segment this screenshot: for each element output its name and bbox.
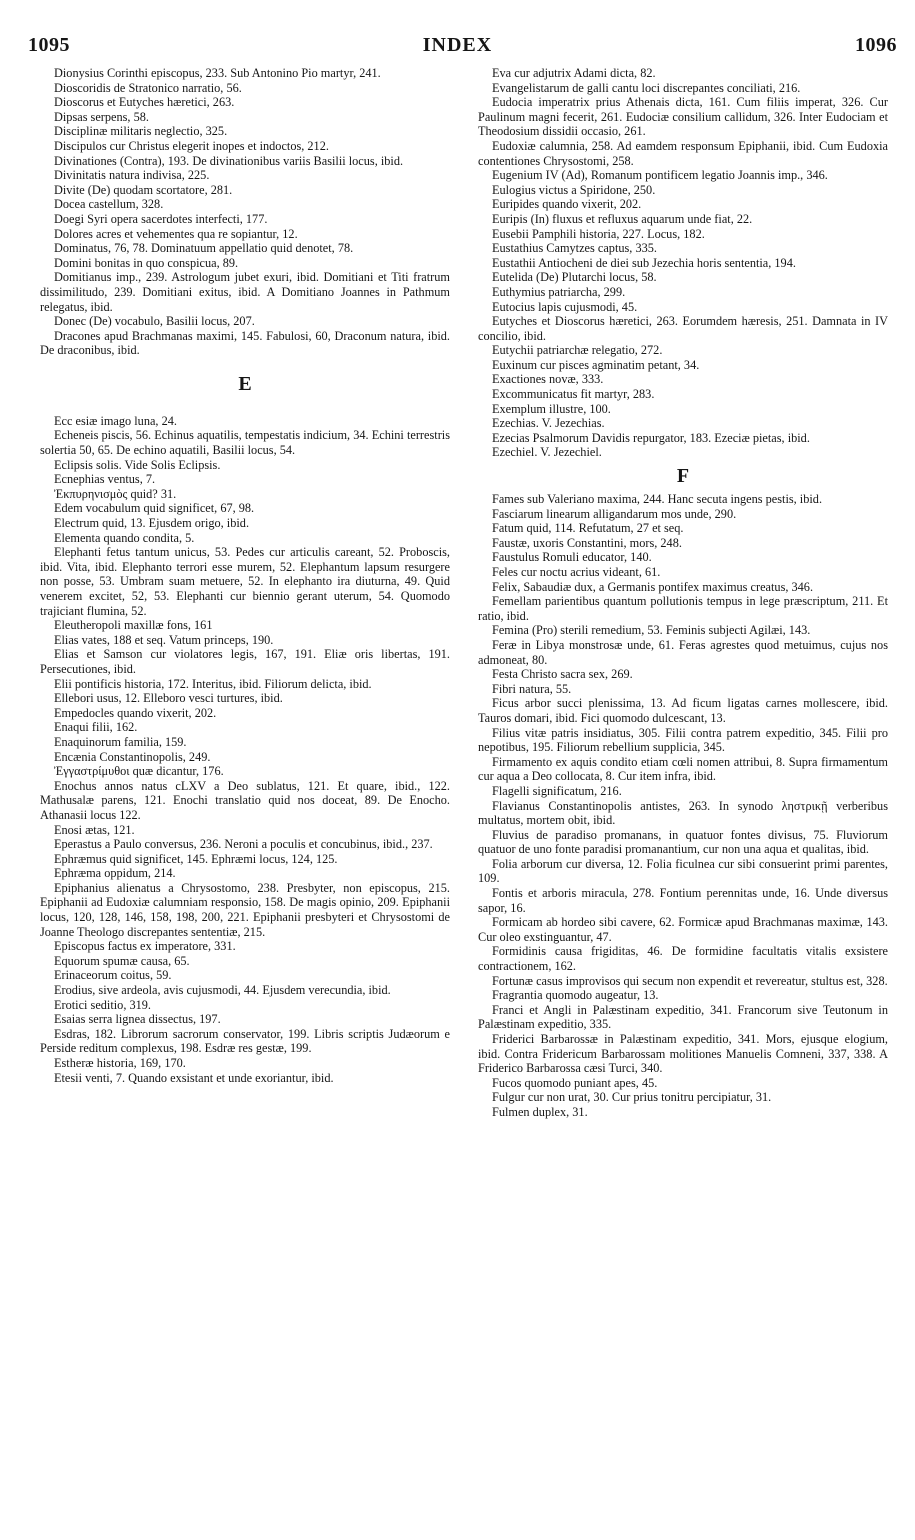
index-entry: Esaias serra lignea dissectus, 197. <box>54 1012 221 1027</box>
index-entry: Felix, Sabaudiæ dux, a Germanis pontifex maximus creatus, 346. <box>492 579 814 594</box>
index-entry: Discipulos cur Christus elegerit inopes et indoctos, 212. <box>54 138 329 153</box>
page-header <box>0 0 915 66</box>
page-number-left: 1095 <box>28 34 70 56</box>
index-entry: Dioscoridis de Stratonico narratio, 56. <box>54 80 242 95</box>
index-entry: Erinaceorum coitus, 59. <box>54 968 172 983</box>
index-entry: Formidinis causa frigiditas, 46. De formidine facultatis vitalis exsistere contractionem, 162. <box>478 944 888 974</box>
index-entry: Euripides quando vixerit, 202. <box>492 197 642 212</box>
index-entry: Feles cur noctu acrius videant, 61. <box>492 565 661 579</box>
index-entry: Fasciarum linearum alligandarum mos unde, 290. <box>492 506 737 521</box>
index-entry: Divinationes (Contra), 193. De divinationibus variis Basilii locus, ibid. <box>54 153 404 168</box>
index-entry: Electrum quid, 13. Ejusdem origo, ibid. <box>54 516 250 531</box>
index-entry: Encænia Constantinopolis, 249. <box>54 749 211 764</box>
index-entry: Enochus annos natus cLXV a Deo sublatus, 121. Et quare, ibid., 122. Mathusalæ parens, 121. Enochi translatio quid nos doceat, 89. De Enocho. Athanasii locus 122. <box>40 778 450 822</box>
index-entry: Donec (De) vocabulo, Basilii locus, 207. <box>54 314 255 329</box>
index-entry: Empedocles quando vixerit, 202. <box>54 705 217 720</box>
index-entry: Fontis et arboris miracula, 278. Fontium perennitas unde, 16. Unde diversus sapor, 16. <box>478 886 888 915</box>
index-entry: Ficus arbor succi plenissima, 13. Ad ficum ligatas carnes mollescere, ibid. Tauros domari, ibid. Fici quomodo dulcescant, 13. <box>478 696 888 725</box>
page-number-right: 1096 <box>855 34 897 56</box>
index-entry: Divinitatis natura indivisa, 225. <box>54 168 210 183</box>
index-entry: Ephræmus quid significet, 145. Ephræmi locus, 124, 125. <box>54 851 338 866</box>
index-entry: Elementa quando condita, 5. <box>54 530 195 545</box>
index-entry: Ἐγγαστρίμυθοι quæ dicantur, 176. <box>54 764 224 779</box>
index-entry: Dioscorus et Eutyches hæretici, 263. <box>54 95 235 110</box>
index-entry: Ellebori usus, 12. Elleboro vesci turtures, ibid. <box>54 691 283 706</box>
index-entry: Disciplinæ militaris neglectio, 325. <box>54 124 228 139</box>
section-letter-f: F <box>676 465 690 488</box>
index-entry: Eleutheropoli maxillæ fons, 161 <box>54 618 213 633</box>
index-entry: Eperastus a Paulo conversus, 236. Neroni a poculis et concubinus, ibid., 237. <box>54 837 433 852</box>
index-entry: Eustathius Camytzes captus, 335. <box>492 241 657 256</box>
index-entry: Fulgur cur non urat, 30. Cur prius tonitru percipiatur, 31. <box>492 1090 772 1105</box>
index-entry: Festa Christo sacra sex, 269. <box>492 667 633 682</box>
index-entry: Femellam parientibus quantum pollutionis tempus in lege præscriptum, 211. Et ratio, ibid. <box>478 594 888 623</box>
index-entry: Eutyches et Dioscorus hæretici, 263. Eorumdem hæresis, 251. Damnata in IV concilio, ibid. <box>478 314 888 343</box>
index-entry: Equorum spumæ causa, 65. <box>54 953 190 968</box>
index-entry: Fortunæ casus improvisos qui secum non expendit et revereatur, stultus est, 328. <box>492 973 888 988</box>
index-entry: Echeneis piscis, 56. Echinus aquatilis, tempestatis indicium, 34. Echini terrestris solertia 50, 65. De echino aquatili, Basilii locus, 54. <box>40 428 450 458</box>
running-title: INDEX <box>422 34 493 56</box>
index-entry: Exemplum illustre, 100. <box>492 401 611 416</box>
left-column <box>40 66 450 1085</box>
index-entry: Episcopus factus ex imperatore, 331. <box>54 939 236 954</box>
index-entry: Fames sub Valeriano maxima, 244. Hanc secuta ingens pestis, ibid. <box>492 492 823 507</box>
index-entry: Epiphanius alienatus a Chrysostomo, 238. Presbyter, non episcopus, 215. Epiphanii ad Eudoxiæ calumniam responsio, 158. De magis opinio, 209. Epiphanii locus, 120, 128, 146, 158, 198, 200, 221. Epiphanii presbyteri et Chrysostomi de Joanne Theologo discrepantes sententiæ, 215. <box>40 880 450 939</box>
index-entry: Divite (De) quodam scortatore, 281. <box>54 182 233 197</box>
entries-f <box>478 492 888 1120</box>
index-entry: Exactiones novæ, 333. <box>492 372 604 387</box>
index-entry: Docea castellum, 328. <box>54 197 164 212</box>
index-entry: Doegi Syri opera sacerdotes interfecti, 177. <box>54 211 268 226</box>
index-entry: Dionysius Corinthi episcopus, 233. Sub Antonino Pio martyr, 241. <box>54 66 381 80</box>
entries-e-continued <box>478 66 888 460</box>
section-letter-e: E <box>238 372 252 395</box>
index-entry: Edem vocabulum quid significet, 67, 98. <box>54 501 255 516</box>
index-entry: Fluvius de paradiso promanans, in quatuor fontes divisus, 75. Fluviorum quatuor de uno fonte paradisi promanantium, cur non una aqua et qualitas, ibid. <box>478 827 888 857</box>
index-entry: Evangelistarum de galli cantu loci discrepantes conciliati, 216. <box>492 80 801 95</box>
index-entry: Femina (Pro) sterili remedium, 53. Feminis subjecti Agilæi, 143. <box>492 623 811 638</box>
index-entry: Erotici seditio, 319. <box>54 997 151 1012</box>
index-entry: Ecc esiæ imago luna, 24. <box>54 413 177 428</box>
index-entry: Euthymius patriarcha, 299. <box>492 284 626 299</box>
index-entry: Enaqui filii, 162. <box>54 720 138 735</box>
index-entry: Euripis (In) fluxus et refluxus aquarum unde fiat, 22. <box>492 211 753 226</box>
right-column <box>478 66 888 1120</box>
index-entry: Enaquinorum familia, 159. <box>54 734 187 749</box>
index-entry: Eva cur adjutrix Adami dicta, 82. <box>492 66 656 80</box>
index-entry: Elii pontificis historia, 172. Interitus, ibid. Filiorum delicta, ibid. <box>54 676 372 691</box>
index-entry: Ephræma oppidum, 214. <box>54 866 176 881</box>
index-entry: Dracones apud Brachmanas maximi, 145. Fabulosi, 60, Draconum natura, ibid. De draconibus, ibid. <box>40 328 450 358</box>
index-entry: Eudocia imperatrix prius Athenais dicta, 161. Cum filiis imperat, 326. Cur Paulinum magni fecerit, 261. Eudociæ consilium callidum, 326. Inter Eudociam et Theodosium dissidii occasio, 261. <box>478 95 888 139</box>
index-entry: Dolores acres et vehementes qua re sopiantur, 12. <box>54 226 298 241</box>
index-entry: Friderici Barbarossæ in Palæstinam expeditio, 341. Mors, ejusque elogium, ibid. Contra Fridericum Barbarossam molitiones Manuelis Comneni, 337, 338. A Friderico Barbarossa cæsi Turci, 340. <box>478 1032 888 1076</box>
index-entry: Fibri natura, 55. <box>492 681 572 696</box>
index-entry: Formicam ab hordeo sibi cavere, 62. Formicæ apud Brachmanas maximæ, 143. Cur oleo exstinguantur, 47. <box>478 915 888 944</box>
index-entry: Elephanti fetus tantum unicus, 53. Pedes cur articulis careant, 52. Proboscis, ibid. Vita, ibid. Elephanto terrori esse murem, 52. Elephantum lapsum resurgere non posse, 53. Umbram suam metuere, 52. In elephanto ira diuturna, 49. Quid venerem excitet, 52, 53. Elephanti cur biennio gerant uterum, 54. Quomodo trajiciant flumina, 52. <box>40 545 450 618</box>
index-entry: Faustæ, uxoris Constantini, mors, 248. <box>492 535 682 550</box>
index-entry: Eulogius victus a Spiridone, 250. <box>492 182 656 197</box>
index-entry: Domitianus imp., 239. Astrologum jubet exuri, ibid. Domitiani et Titi fratrum dissimilitudo, 239. Domitiani exitus, ibid. A Domitiano Joannes in Pathmum relegatus, ibid. <box>40 270 450 314</box>
index-entry: Dipsas serpens, 58. <box>54 109 149 124</box>
index-entry: Enosi ætas, 121. <box>54 822 135 837</box>
index-entry: Feræ in Libya monstrosæ unde, 61. Feras agrestes quod metuimus, cujus nos admoneat, 80. <box>478 637 888 667</box>
index-entry: Eutocius lapis cujusmodi, 45. <box>492 299 638 314</box>
index-entry: Fatum quid, 114. Refutatum, 27 et seq. <box>492 521 684 536</box>
index-entry: Eugenium IV (Ad), Romanum pontificem legatio Joannis imp., 346. <box>492 168 828 183</box>
index-entry: Folia arborum cur diversa, 12. Folia ficulnea cur sibi consuerint primi parentes, 109. <box>478 856 888 886</box>
entries-d <box>40 66 450 358</box>
index-entry: Faustulus Romuli educator, 140. <box>492 550 652 565</box>
index-entry: Fulmen duplex, 31. <box>492 1104 588 1119</box>
index-entry: Franci et Angli in Palæstinam expeditio, 341. Francorum sive Teutonum in Palæstinam expeditio, 335. <box>478 1002 888 1032</box>
index-entry: Esdras, 182. Librorum sacrorum conservator, 199. Libris scriptis Judæorum e Perside reditum complexus, 198. Esdræ res gestæ, 199. <box>40 1026 450 1056</box>
index-entry: Eutelida (De) Plutarchi locus, 58. <box>492 270 657 285</box>
index-entry: Firmamento ex aquis condito etiam cœli nomen attribui, 8. Supra firmamentum cur aqua a Deo collocata, 8. Cur item infra, ibid. <box>478 754 888 784</box>
index-entry: Eutychii patriarchæ relegatio, 272. <box>492 343 663 358</box>
index-entry: Eudoxiæ calumnia, 258. Ad eamdem responsum Epiphanii, ibid. Cum Eudoxia contentiones Chrysostomi, 258. <box>478 138 888 168</box>
index-entry: Fucos quomodo puniant apes, 45. <box>492 1075 658 1090</box>
index-entry: Elias vates, 188 et seq. Vatum princeps, 190. <box>54 632 274 647</box>
index-entry: Ezechiel. V. Jezechiel. <box>492 445 602 460</box>
index-entry: Ezechias. V. Jezechias. <box>492 416 605 431</box>
index-entry: Fragrantia quomodo augeatur, 13. <box>492 988 659 1003</box>
index-entry: Elias et Samson cur violatores legis, 167, 191. Eliæ oris libertas, 191. Persecutiones, ibid. <box>40 647 450 676</box>
index-entry: Estheræ historia, 169, 170. <box>54 1056 186 1070</box>
index-entry: Excommunicatus fit martyr, 283. <box>492 387 655 402</box>
index-entry: Euxinum cur pisces agminatim petant, 34. <box>492 357 700 372</box>
index-entry: Filius vitæ patris insidiatus, 305. Filii contra patrem expeditio, 345. Filii pro nepotibus, 195. Filiorum rebellium supplicia, 345. <box>478 725 888 755</box>
index-entry: Domini bonitas in quo conspicua, 89. <box>54 255 239 270</box>
index-entry: Ἐκπυρηνισμὸς quid? 31. <box>54 486 177 501</box>
index-entry: Dominatus, 76, 78. Dominatuum appellatio quid denotet, 78. <box>54 241 354 256</box>
index-entry: Eusebii Pamphili historia, 227. Locus, 182. <box>492 226 705 241</box>
index-entry: Flagelli significatum, 216. <box>492 783 622 798</box>
index-entry: Etesii venti, 7. Quando exsistant et unde exoriantur, ibid. <box>54 1070 334 1085</box>
index-entry: Flavianus Constantinopolis antistes, 263. In synodo ληστρικῇ verberibus multatus, mortem obit, ibid. <box>478 798 888 828</box>
index-entry: Erodius, sive ardeola, avis cujusmodi, 44. Ejusdem verecundia, ibid. <box>54 983 391 998</box>
index-entry: Ezecias Psalmorum Davidis repurgator, 183. Ezeciæ pietas, ibid. <box>492 430 810 445</box>
index-entry: Ecnephias ventus, 7. <box>54 472 156 487</box>
index-entry: Eustathii Antiocheni de diei sub Jezechia horis sententia, 194. <box>492 255 796 270</box>
entries-e <box>40 414 450 1085</box>
index-entry: Eclipsis solis. Vide Solis Eclipsis. <box>54 457 221 472</box>
